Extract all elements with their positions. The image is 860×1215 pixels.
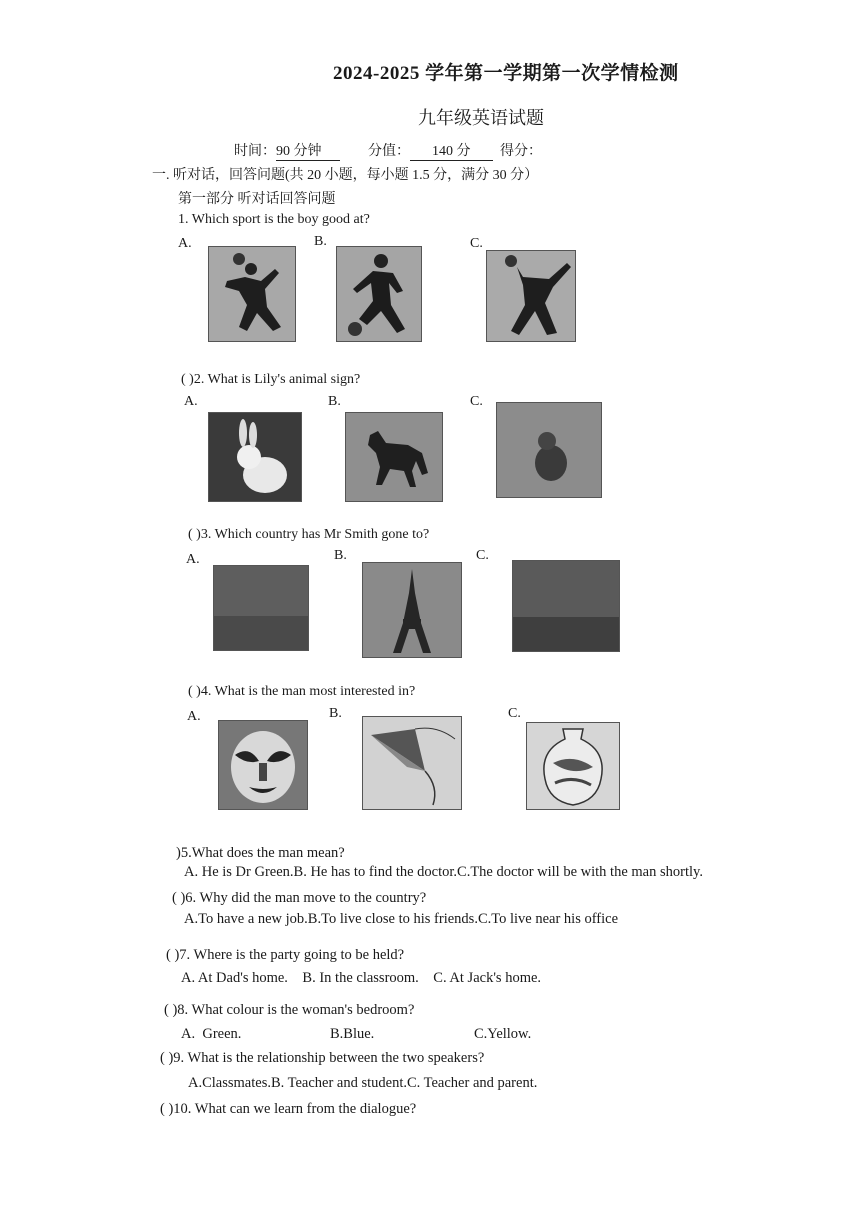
- q3-option-b: B.: [334, 548, 347, 563]
- q4-option-c: C.: [508, 706, 521, 721]
- kite-icon: [362, 716, 462, 810]
- question-10: ( )10. What can we learn from the dialogue?: [160, 1101, 417, 1117]
- footballer-icon: [208, 246, 296, 342]
- exam-title: 2024-2025 学年第一学期第一次学情检测: [333, 63, 679, 84]
- landmark-icon: [213, 565, 309, 651]
- q8-option-b: B.Blue.: [330, 1026, 375, 1042]
- question-8: ( )8. What colour is the woman's bedroom?: [164, 1002, 415, 1018]
- q4-option-a: A.: [187, 709, 201, 724]
- section-title: 一. 听对话，回答问题(共 20 小题，每小题 1.5 分，满分 30 分）: [152, 168, 539, 183]
- footballer-icon: [336, 246, 422, 342]
- opera-mask-icon: [218, 720, 308, 810]
- question-3: ( )3. Which country has Mr Smith gone to?: [188, 527, 430, 542]
- question-2: ( )2. What is Lily's animal sign?: [181, 372, 361, 387]
- q1-option-b: B.: [314, 234, 327, 249]
- eiffel-tower-icon: [362, 562, 462, 658]
- q2-option-a: A.: [184, 394, 198, 409]
- score-label: 分值：: [368, 144, 410, 159]
- time-value: 90 分钟: [276, 140, 340, 161]
- exam-score: [368, 140, 493, 161]
- q3-option-c: C.: [476, 548, 489, 563]
- score-value: 140 分: [410, 140, 493, 161]
- exam-subtitle: 九年级英语试题: [418, 108, 544, 128]
- landmark-icon: [512, 560, 620, 652]
- question-5: )5.What does the man mean?: [176, 845, 345, 861]
- q2-option-b: B.: [328, 394, 341, 409]
- q2-option-c: C.: [470, 394, 483, 409]
- q8-option-a: A. Green.: [181, 1026, 242, 1042]
- q9-options: A.Classmates.B. Teacher and student.C. Teacher and parent.: [188, 1075, 538, 1091]
- q6-options: A.To have a new job.B.To live close to his friends.C.To live near his office: [184, 911, 619, 927]
- question-1: 1. Which sport is the boy good at?: [178, 212, 370, 227]
- exam-got: 得分：: [500, 144, 542, 159]
- question-4: ( )4. What is the man most interested in?: [188, 684, 416, 699]
- volleyball-player-icon: [486, 250, 576, 342]
- q1-option-c: C.: [470, 236, 483, 251]
- q1-option-a: A.: [178, 236, 192, 251]
- question-9: ( )9. What is the relationship between the two speakers?: [160, 1050, 485, 1066]
- question-6: ( )6. Why did the man move to the country?: [172, 890, 427, 906]
- q7-options: A. At Dad's home. B. In the classroom. C. At Jack's home.: [181, 970, 542, 986]
- q4-option-b: B.: [329, 706, 342, 721]
- q3-option-a: A.: [186, 552, 200, 567]
- q5-options: A. He is Dr Green.B. He has to find the doctor.C.The doctor will be with the man shortly.: [184, 864, 703, 880]
- horse-icon: [345, 412, 443, 502]
- vase-icon: [526, 722, 620, 810]
- question-7: ( )7. Where is the party going to be held?: [166, 947, 405, 963]
- time-label: 时间：: [234, 144, 276, 159]
- section-part: 第一部分 听对话回答问题: [178, 192, 336, 207]
- exam-time: [234, 140, 340, 161]
- q8-option-c: C.Yellow.: [474, 1026, 532, 1042]
- rabbit-icon: [208, 412, 302, 502]
- monkey-icon: [496, 402, 602, 498]
